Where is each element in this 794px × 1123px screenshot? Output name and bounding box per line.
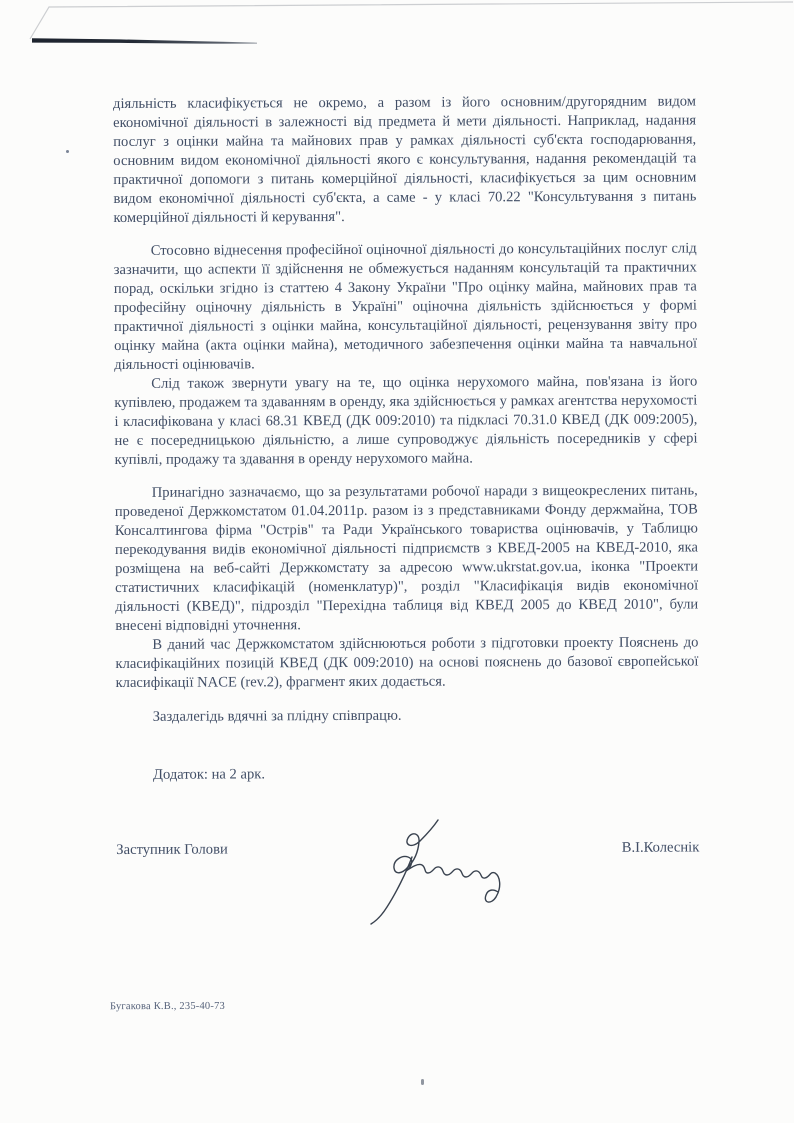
executor-contact: Бугакова К.В., 235-40-73	[109, 1000, 225, 1013]
paragraph-classification-rule: діяльність класифікується не окремо, а разом із його основним/другорядним видом економічної діяльності в залежності від предмета й мети діяльності. Наприклад, надання послуг з оцінки майна та майнових прав у рамках діяльності суб'єкта господарювання, основним видом економічної діяльності якого є консультування, надання рекомендацій та практичної допомоги з питань комерційної діяльності, класифікується за цим основним видом економічної діяльності суб'єкта, а саме - у класі 70.22 "Консультування з питань комерційної діяльності й керування".	[113, 93, 697, 226]
signer-name: В.І.Колеснік	[621, 839, 700, 856]
letter-body	[113, 92, 699, 860]
paragraph-real-estate-valuation: Слід також звернути увагу на те, що оцінка нерухомого майна, пов'язана із його купівлею, продажем та здаванням в оренду, яка здійснюється у рамках агентства нерухомості і класифікована у класі 68.31 КВЕД (ДК 009:2010) та підкласі 70.31.0 КВЕД (ДК 009:2005), не є посередницькою діяльністю, а лише супроводжує діяльність посередників у сфері купівлі, продажу та здавання в оренду нерухомого майна.	[114, 373, 698, 468]
signature-stroke-tail	[371, 857, 412, 924]
scan-black-bar	[32, 38, 257, 44]
paragraph-valuation-vs-consulting: Стосовно віднесення професійної оціночної діяльності до консультаційних послуг слід зазначити, що аспекти її здійснення не обмежується наданням консультацій та практичних порад, оскільки згідно із статтею 4 Закону України "Про оцінку майна, майнових прав та професійну оціночну діяльність в Україні" оціночна діяльність здійснюється у формі практичної діяльності з оцінки майна, консультаційної діяльності, рецензування звіту про оцінку майна (акта оцінки майна), методичного забезпечення оцінки майна та навчальної діяльності оцінювачів.	[113, 240, 698, 373]
closing-line: Заздалегідь вдячні за плідну співпрацю.	[152, 707, 402, 725]
page-fold-line	[30, 2, 793, 39]
signer-title: Заступник Голови	[116, 841, 228, 858]
scan-edge-artifact	[0, 0, 794, 60]
paragraph-nace-explanations: В даний час Держкомстатом здійснюються роботи з підготовки проекту Пояснень до класифікаційних позицій КВЕД (ДК 009:2010) на основі пояснень до базової європейської класифікації NACE (rev.2), фрагмент яких додається.	[115, 634, 699, 691]
handwritten-signature	[340, 795, 540, 945]
dust-speck	[421, 1079, 424, 1085]
attachment-note: Додаток: на 2 арк.	[152, 766, 266, 783]
dust-speck	[66, 150, 69, 153]
paragraph-working-meeting: Принагідно зазначаємо, що за результатами робочої наради з вищеокреслених питань, проведеної Держкомстатом 01.04.2011р. разом із з представниками Фонду держмайна, ТОВ Консалтингова фірма "Острів" та Ради Українського товариства оцінювачів, у Таблицю перекодування видів економічної діяльності підприємств з КВЕД-2005 на КВЕД-2010, яка розміщена на веб-сайті Держкомстату за адресою www.ukrstat.gov.ua, іконка "Проекти статистичних класифікацій (номенклатур)", розділ "Класифікація видів економічної діяльності (КВЕД)", підрозділ "Перехідна таблиця від КВЕД 2005 до КВЕД 2010", були внесені відповідні уточнення.	[114, 482, 699, 634]
